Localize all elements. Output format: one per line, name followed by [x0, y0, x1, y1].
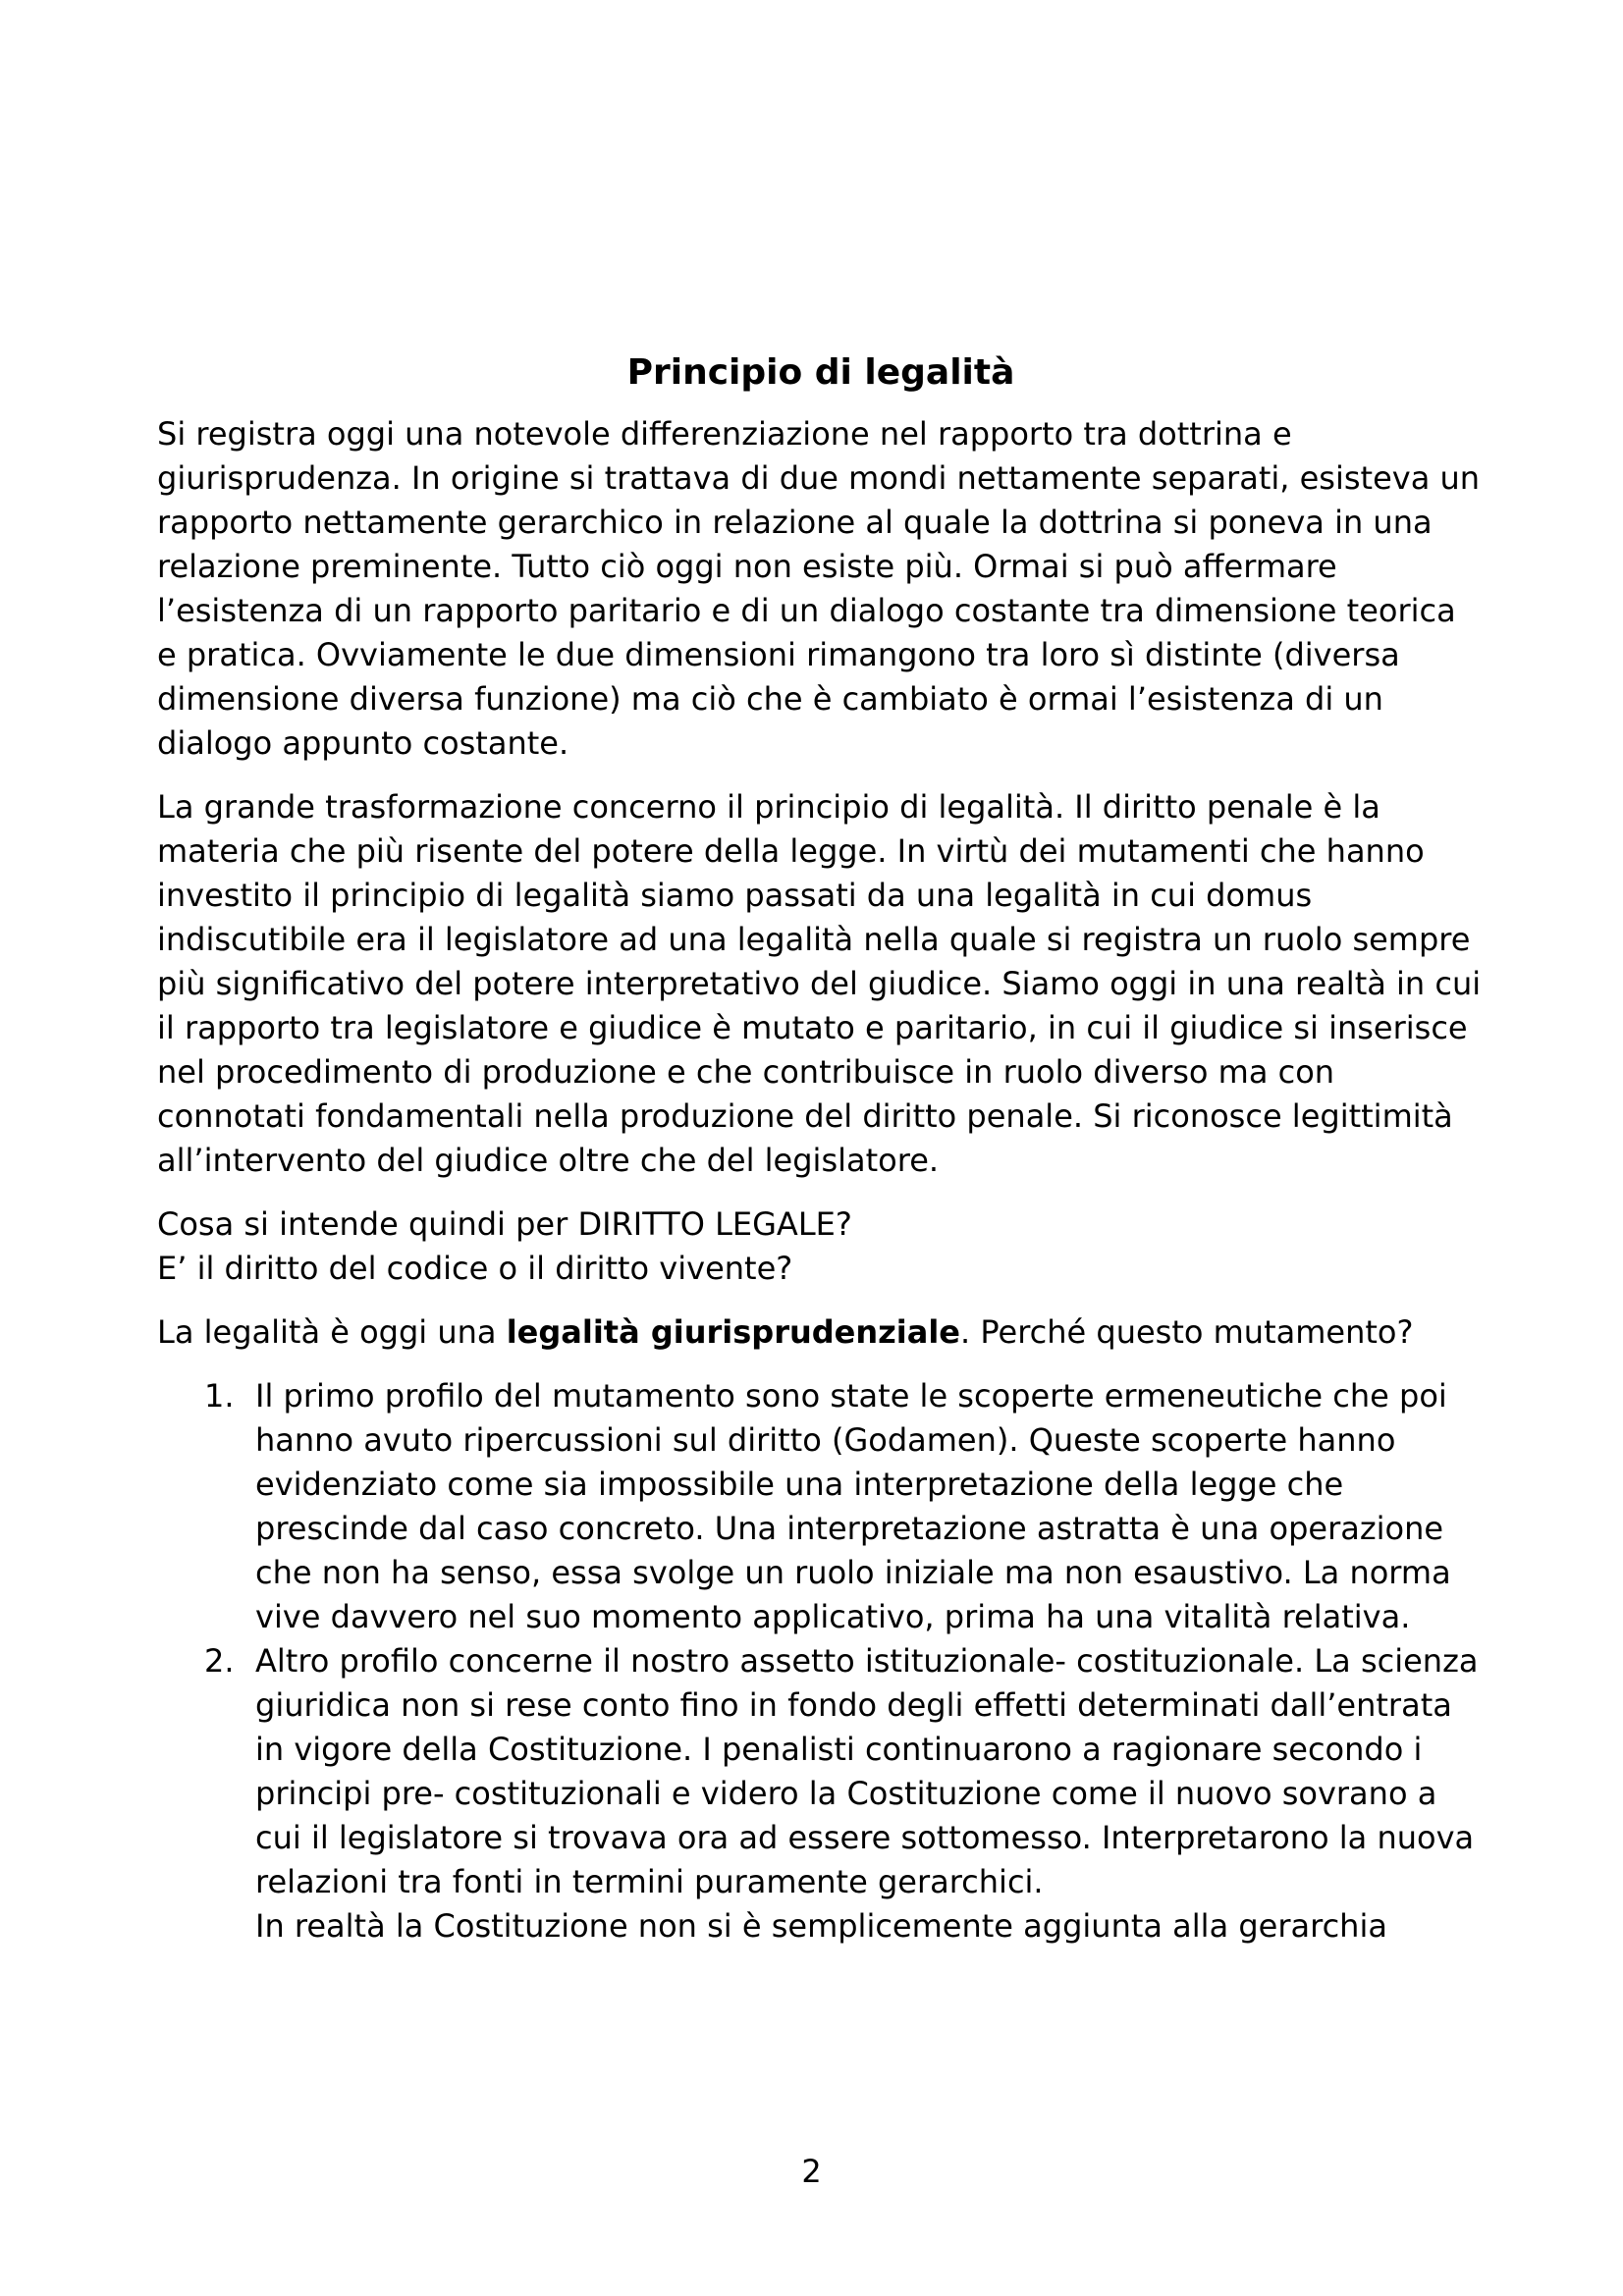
- text-run: La legalità è oggi una: [157, 1313, 507, 1351]
- question-line: Cosa si intende quindi per DIRITTO LEGALE?: [157, 1205, 852, 1243]
- list-item-text: Il primo profilo del mutamento sono state le scoperte ermeneutiche che poi hanno avuto ripercussioni sul diritto (Godamen). Queste scoperte hanno evidenziato come sia impossibile una interpretazione della legge che prescinde dal caso concreto. Una interpretazione astratta è una operazione che non ha senso, essa svolge un ruolo iniziale ma non esaustivo. La norma vive davvero nel suo momento applicativo, prima ha una vitalità relativa.: [255, 1377, 1451, 1635]
- question-line: E’ il diritto del codice o il diritto vivente?: [157, 1250, 793, 1287]
- paragraph-intro: Si registra oggi una notevole differenziazione nel rapporto tra dottrina e giurisprudenza. In origine si trattava di due mondi nettamente separati, esisteva un rapporto nettamente gerarchico in relazione al quale la dottrina si poneva in una relazione preminente. Tutto ciò oggi non esiste più. Ormai si può affermare l’esistenza di un rapporto paritario e di un dialogo costante tra dimensione teorica e pratica. Ovviamente le due dimensioni rimangono tra loro sì distinte (diversa dimensione diversa funzione) ma ciò che è cambiato è ormai l’esistenza di un dialogo appunto costante.: [157, 415, 1481, 762]
- list-item: [157, 1639, 1485, 1949]
- numbered-list: [157, 1374, 1485, 1949]
- page-number: 2: [801, 2153, 822, 2190]
- list-item-number: 1.: [204, 1377, 235, 1415]
- bold-term: legalità giurisprudenziale: [506, 1313, 960, 1351]
- list-item: [157, 1374, 1485, 1639]
- list-item-number: 2.: [204, 1642, 235, 1680]
- list-item-continuation: In realtà la Costituzione non si è semplicemente aggiunta alla gerarchia: [255, 1907, 1387, 1945]
- question-block: [157, 1202, 1485, 1291]
- text-run: . Perché questo mutamento?: [960, 1313, 1414, 1351]
- list-item-text: Altro profilo concerne il nostro assetto istituzionale- costituzionale. La scienza giuridica non si rese conto fino in fondo degli effetti determinati dall’entrata in vigore della Costituzione. I penalisti continuarono a ragionare secondo i principi pre- costituzionali e videro la Costituzione come il nuovo sovrano a cui il legislatore si trovava ora ad essere sottomesso. Interpretarono la nuova relazioni tra fonti in termini puramente gerarchici.: [255, 1642, 1479, 1900]
- page-title: Principio di legalità: [626, 352, 1015, 393]
- paragraph-transformation: La grande trasformazione concerno il principio di legalità. Il diritto penale è la materia che più risente del potere della legge. In virtù dei mutamenti che hanno investito il principio di legalità siamo passati da una legalità in cui domus indiscutibile era il legislatore ad una legalità nella quale si registra un ruolo sempre più significativo del potere interpretativo del giudice. Siamo oggi in una realtà in cui il rapporto tra legislatore e giudice è mutato e paritario, in cui il giudice si inserisce nel procedimento di produzione e che contribuisce in ruolo diverso ma con connotati fondamentali nella produzione del diritto penale. Si riconosce legittimità all’intervento del giudice oltre che del legislatore.: [157, 788, 1482, 1179]
- page-content: [157, 349, 1485, 1949]
- paragraph-legality: [157, 1310, 1485, 1355]
